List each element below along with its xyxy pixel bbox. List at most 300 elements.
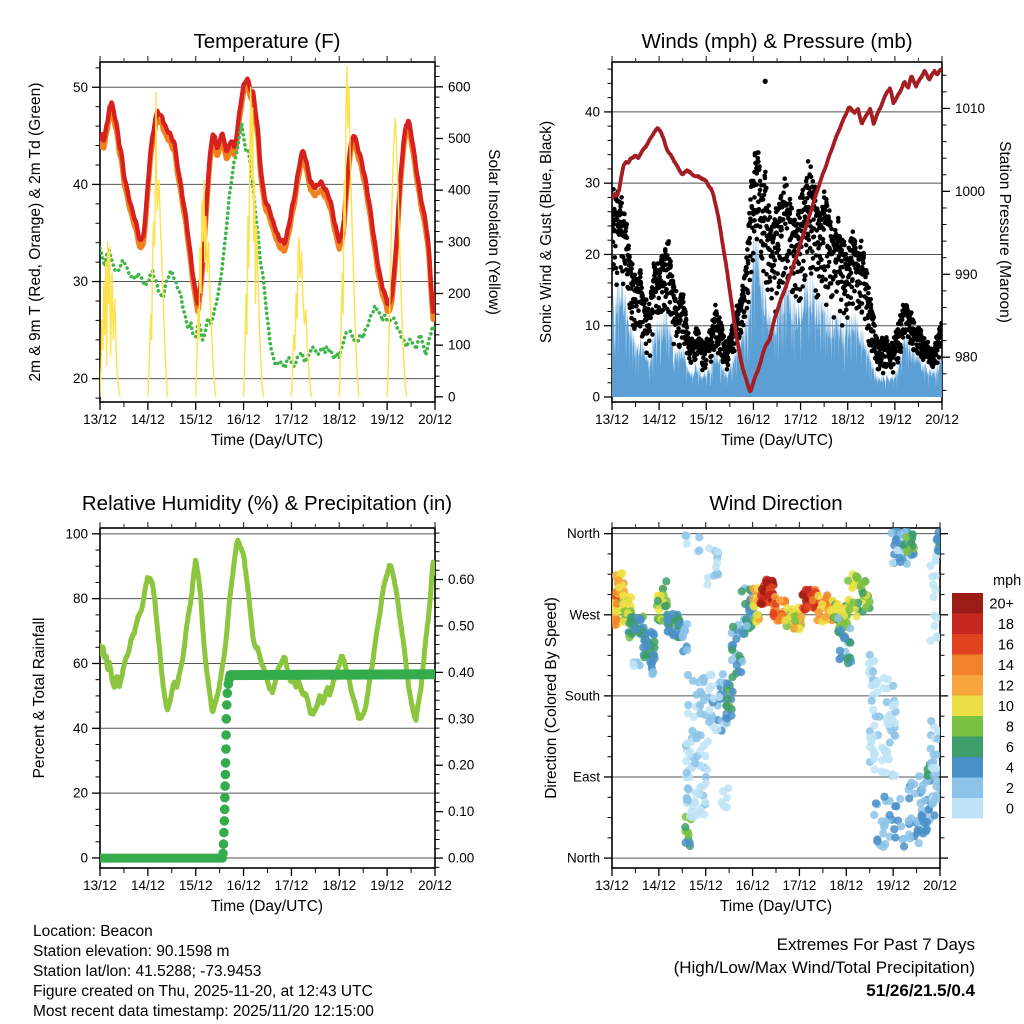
wind-direction-dot bbox=[683, 739, 691, 747]
wind-direction-dot bbox=[891, 772, 899, 780]
gust-dot bbox=[726, 363, 731, 368]
wind-direction-dot bbox=[931, 557, 939, 565]
wind-direction-dot bbox=[923, 818, 931, 826]
winds-yaxis-left-label: Sonic Wind & Gust (Blue, Black) bbox=[538, 120, 555, 344]
series-precip-total-run bbox=[230, 674, 435, 675]
x-tick-label: 13/12 bbox=[83, 412, 117, 427]
humidity-yaxis-left-label: Percent & Total Rainfall bbox=[31, 617, 48, 779]
x-tick-label: 16/12 bbox=[735, 878, 770, 893]
wind-direction-dot bbox=[737, 668, 745, 676]
gust-dot bbox=[824, 303, 829, 308]
gust-dot bbox=[769, 296, 774, 301]
wind-direction-yaxis-label: Direction (Colored By Speed) bbox=[543, 597, 560, 799]
wind-direction-dot bbox=[684, 797, 692, 805]
wind-direction-dot bbox=[859, 589, 867, 597]
gust-dot bbox=[626, 244, 631, 249]
gust-dot bbox=[839, 298, 844, 303]
wind-direction-dot bbox=[635, 614, 643, 622]
wind-direction-dot bbox=[679, 633, 687, 641]
gust-dot bbox=[683, 312, 688, 317]
wind-direction-dot bbox=[898, 835, 906, 843]
gust-dot bbox=[811, 217, 816, 222]
gust-dot bbox=[613, 244, 618, 249]
wind-direction-dot bbox=[753, 611, 761, 619]
gust-dot bbox=[647, 339, 652, 344]
gust-dot bbox=[800, 267, 805, 272]
gust-dot bbox=[801, 259, 806, 264]
gust-dot bbox=[648, 353, 653, 358]
wind-direction-dot bbox=[840, 634, 848, 642]
colorbar-swatch bbox=[952, 737, 983, 758]
y2-tick-label: 0.60 bbox=[448, 572, 475, 588]
wind-direction-dot bbox=[834, 614, 842, 622]
x-tick-label: 18/12 bbox=[830, 412, 865, 427]
wind-direction-dot bbox=[703, 765, 711, 773]
wind-direction-dot bbox=[681, 531, 689, 539]
wind-direction-dot bbox=[683, 769, 691, 777]
colorbar-bin-label: 10 bbox=[997, 698, 1014, 715]
wind-direction-dot bbox=[873, 837, 881, 845]
gust-dot bbox=[795, 222, 800, 227]
x-tick-label: 19/12 bbox=[877, 412, 912, 427]
gust-dot bbox=[676, 326, 681, 331]
figure-created-text: Figure created on Thu, 2025-11-20, at 12:43 UTC bbox=[33, 983, 373, 1000]
gust-dot bbox=[685, 325, 690, 330]
gust-dot bbox=[772, 275, 777, 280]
wind-direction-dot bbox=[895, 554, 903, 562]
wind-direction-dot bbox=[836, 647, 844, 655]
wind-direction-dot bbox=[869, 746, 877, 754]
gust-dot bbox=[937, 355, 942, 360]
y-tick-label: West bbox=[569, 607, 600, 623]
wind-direction-dot bbox=[815, 608, 823, 616]
gust-dot bbox=[808, 164, 813, 169]
wind-direction-dot bbox=[907, 814, 915, 822]
wind-direction-dot bbox=[932, 764, 940, 772]
gust-dot bbox=[755, 182, 760, 187]
winds-pressure-chart bbox=[585, 56, 985, 427]
wind-direction-dot bbox=[870, 811, 878, 819]
gust-dot bbox=[629, 266, 634, 271]
colorbar-swatch bbox=[952, 798, 983, 819]
precip-riser-dot bbox=[223, 689, 233, 699]
gust-dot bbox=[612, 222, 617, 227]
wind-direction-dot bbox=[695, 547, 703, 555]
wind-direction-dot bbox=[739, 630, 747, 638]
precip-riser-dot bbox=[221, 770, 231, 780]
wind-direction-dot bbox=[933, 634, 941, 642]
gust-dot bbox=[651, 294, 656, 299]
gust-dot bbox=[826, 285, 831, 290]
series-solar-yellow bbox=[244, 87, 264, 397]
gust-dot bbox=[823, 208, 828, 213]
gust-dot bbox=[798, 296, 803, 301]
precip-riser-dot bbox=[218, 849, 228, 859]
gust-dot bbox=[713, 303, 718, 308]
wind-direction-dot bbox=[719, 787, 727, 795]
x-tick-label: 17/12 bbox=[782, 878, 817, 893]
gust-dot bbox=[657, 305, 662, 310]
x-tick-label: 15/12 bbox=[689, 412, 724, 427]
gust-dot bbox=[775, 271, 780, 276]
gust-dot bbox=[816, 293, 821, 298]
wind-direction-dot bbox=[781, 616, 789, 624]
gust-dot bbox=[810, 249, 815, 254]
gust-dot bbox=[773, 258, 778, 263]
gust-dot bbox=[686, 331, 691, 336]
gust-dot bbox=[769, 287, 774, 292]
gust-dot bbox=[630, 310, 635, 315]
y-tick-label: 80 bbox=[72, 591, 88, 607]
wind-direction-dot bbox=[663, 617, 671, 625]
gust-dot bbox=[693, 357, 698, 362]
gust-dot bbox=[803, 273, 808, 278]
gust-dot bbox=[684, 317, 689, 322]
gust-dot bbox=[614, 283, 619, 288]
gust-dot bbox=[840, 323, 845, 328]
extremes-title: Extremes For Past 7 Days bbox=[776, 935, 975, 954]
wind-direction-dot bbox=[697, 731, 705, 739]
gust-dot bbox=[725, 367, 730, 372]
wind-direction-dot bbox=[866, 734, 874, 742]
wind-direction-dot bbox=[869, 668, 877, 676]
gust-dot bbox=[879, 357, 884, 362]
wind-direction-dot bbox=[862, 603, 870, 611]
gust-dot bbox=[751, 251, 756, 256]
wind-direction-dot bbox=[684, 671, 692, 679]
gust-dot bbox=[630, 305, 635, 310]
wind-direction-dot bbox=[896, 795, 904, 803]
x-tick-label: 16/12 bbox=[226, 878, 261, 893]
gust-dot bbox=[919, 328, 924, 333]
gust-dot bbox=[860, 309, 865, 314]
precip-riser-dot bbox=[219, 839, 229, 849]
y2-tick-label: 0.40 bbox=[448, 664, 475, 680]
gust-dot bbox=[790, 206, 795, 211]
y2-tick-label: 200 bbox=[448, 285, 471, 301]
wind-direction-dot bbox=[915, 839, 923, 847]
gust-dot bbox=[828, 247, 833, 252]
wind-direction-dot bbox=[696, 688, 704, 696]
wind-direction-dot bbox=[705, 718, 713, 726]
gust-dot bbox=[838, 309, 843, 314]
wind-direction-dot bbox=[905, 786, 913, 794]
wind-direction-dot bbox=[890, 825, 898, 833]
gust-dot bbox=[935, 360, 940, 365]
gust-dot bbox=[627, 255, 632, 260]
wind-direction-dot bbox=[681, 823, 689, 831]
footer-right-block bbox=[674, 935, 976, 1000]
gust-dot bbox=[881, 371, 886, 376]
gust-dot bbox=[752, 229, 757, 234]
gust-dot bbox=[650, 332, 655, 337]
gust-dot bbox=[850, 279, 855, 284]
y-tick-label: 40 bbox=[72, 176, 88, 192]
wind-direction-dot bbox=[684, 709, 692, 717]
gust-dot bbox=[821, 237, 826, 242]
gust-dot bbox=[772, 263, 777, 268]
gust-dot bbox=[784, 183, 789, 188]
wind-direction-dot bbox=[837, 626, 845, 634]
gust-dot bbox=[896, 356, 901, 361]
gust-dot bbox=[732, 349, 737, 354]
gust-dot bbox=[858, 245, 863, 250]
gust-dot bbox=[781, 217, 786, 222]
gust-dot bbox=[823, 277, 828, 282]
x-tick-label: 20/12 bbox=[418, 412, 452, 427]
gust-dot bbox=[813, 288, 818, 293]
wind-direction-dot bbox=[615, 576, 623, 584]
wind-direction-dot bbox=[625, 619, 633, 627]
x-tick-label: 14/12 bbox=[130, 412, 165, 427]
colorbar-bin-label: 12 bbox=[997, 678, 1014, 695]
colorbar-swatch bbox=[952, 716, 983, 737]
gust-dot bbox=[775, 231, 780, 236]
gust-dot bbox=[703, 362, 708, 367]
y-tick-label: South bbox=[564, 688, 600, 704]
gust-dot bbox=[788, 197, 793, 202]
gust-dot bbox=[709, 359, 714, 364]
x-tick-label: 20/12 bbox=[418, 878, 452, 893]
wind-direction-dot bbox=[703, 581, 711, 589]
gust-dot bbox=[849, 295, 854, 300]
y-tick-label: 0 bbox=[592, 389, 600, 405]
station-elevation-text: Station elevation: 90.1598 m bbox=[33, 943, 230, 960]
gust-dot bbox=[613, 255, 618, 260]
wind-direction-dot bbox=[769, 609, 777, 617]
gust-dot bbox=[633, 273, 638, 278]
gust-dot bbox=[871, 329, 876, 334]
gust-dot bbox=[765, 288, 770, 293]
gust-dot bbox=[745, 306, 750, 311]
wind-direction-dot bbox=[767, 583, 775, 591]
y2-tick-label: 0.30 bbox=[448, 711, 475, 727]
colorbar-swatch bbox=[952, 696, 983, 717]
gust-dot bbox=[935, 348, 940, 353]
wind-direction-dot bbox=[723, 679, 731, 687]
gust-dot bbox=[885, 339, 890, 344]
gust-dot bbox=[822, 189, 827, 194]
x-tick-label: 14/12 bbox=[130, 878, 165, 893]
y-tick-label: 30 bbox=[584, 175, 600, 191]
precip-riser-dot bbox=[220, 793, 230, 803]
gust-dot bbox=[865, 271, 870, 276]
gust-dot bbox=[745, 247, 750, 252]
gust-dot bbox=[856, 265, 861, 270]
y-tick-label: 100 bbox=[65, 526, 88, 542]
gust-dot bbox=[751, 258, 756, 263]
x-tick-label: 16/12 bbox=[226, 412, 261, 427]
gust-dot bbox=[779, 234, 784, 239]
wind-direction-chart-title: Wind Direction bbox=[709, 492, 843, 515]
wind-direction-dot bbox=[930, 593, 938, 601]
wind-direction-dot bbox=[702, 779, 710, 787]
gust-dot bbox=[804, 243, 809, 248]
x-tick-label: 15/12 bbox=[178, 878, 213, 893]
gust-dot bbox=[672, 342, 677, 347]
gust-dot bbox=[866, 291, 871, 296]
wind-speed-colorbar bbox=[952, 573, 1021, 819]
x-tick-label: 17/12 bbox=[274, 412, 309, 427]
gust-dot bbox=[827, 208, 832, 213]
precip-riser-dot bbox=[222, 700, 232, 710]
y2-tick-label: 400 bbox=[448, 182, 471, 198]
wind-direction-dot bbox=[935, 728, 943, 736]
y2-tick-label: 600 bbox=[448, 79, 471, 95]
gust-dot bbox=[755, 237, 760, 242]
gust-dot bbox=[625, 236, 630, 241]
wind-direction-dot bbox=[729, 623, 737, 631]
gust-dot bbox=[802, 277, 807, 282]
y2-tick-label: 1000 bbox=[955, 183, 986, 199]
gust-dot bbox=[739, 330, 744, 335]
wind-direction-dot bbox=[931, 586, 939, 594]
wind-direction-dot bbox=[900, 842, 908, 850]
gust-dot bbox=[720, 326, 725, 331]
gust-dot bbox=[622, 212, 627, 217]
gust-dot bbox=[746, 261, 751, 266]
gust-dot bbox=[678, 318, 683, 323]
wind-direction-dot bbox=[893, 546, 901, 554]
wind-direction-dot bbox=[664, 627, 672, 635]
gust-dot bbox=[801, 196, 806, 201]
gust-dot bbox=[776, 247, 781, 252]
gust-dot bbox=[749, 270, 754, 275]
colorbar-bin-label: 2 bbox=[1005, 780, 1014, 797]
gust-dot bbox=[809, 271, 814, 276]
precip-riser-dot bbox=[221, 744, 231, 754]
wind-direction-dot bbox=[743, 622, 751, 630]
extremes-subtitle: (High/Low/Max Wind/Total Precipitation) bbox=[673, 958, 975, 977]
gust-dot bbox=[812, 235, 817, 240]
colorbar-swatch bbox=[952, 757, 983, 778]
x-tick-label: 17/12 bbox=[783, 412, 818, 427]
gust-dot bbox=[806, 234, 811, 239]
precip-riser-dot bbox=[222, 714, 232, 724]
gust-outlier-dot bbox=[763, 79, 768, 84]
x-tick-label: 20/12 bbox=[925, 412, 959, 427]
gust-dot bbox=[900, 317, 905, 322]
wind-direction-dot bbox=[788, 605, 796, 613]
gust-dot bbox=[621, 282, 626, 287]
gust-dot bbox=[704, 358, 709, 363]
gust-dot bbox=[807, 238, 812, 243]
gust-dot bbox=[668, 259, 673, 264]
gust-dot bbox=[852, 289, 857, 294]
gust-dot bbox=[752, 218, 757, 223]
gust-dot bbox=[782, 176, 787, 181]
gust-dot bbox=[657, 296, 662, 301]
wind-direction-dot bbox=[682, 757, 690, 765]
gust-dot bbox=[861, 261, 866, 266]
gust-dot bbox=[644, 297, 649, 302]
wind-direction-dot bbox=[900, 541, 908, 549]
gust-dot bbox=[746, 300, 751, 305]
x-tick-label: 13/12 bbox=[595, 878, 629, 893]
gust-dot bbox=[614, 266, 619, 271]
wind-direction-dot bbox=[715, 693, 723, 701]
gust-dot bbox=[782, 271, 787, 276]
gust-dot bbox=[805, 196, 810, 201]
wind-direction-dot bbox=[886, 811, 894, 819]
gust-dot bbox=[836, 219, 841, 224]
gust-dot bbox=[806, 159, 811, 164]
gust-dot bbox=[840, 248, 845, 253]
x-tick-label: 13/12 bbox=[595, 412, 629, 427]
series-solar-yellow bbox=[100, 242, 120, 397]
y2-tick-label: 1010 bbox=[955, 100, 986, 116]
gust-dot bbox=[783, 222, 788, 227]
colorbar-bin-label: 4 bbox=[1005, 760, 1014, 777]
x-tick-label: 15/12 bbox=[178, 412, 213, 427]
temperature-chart-title: Temperature (F) bbox=[193, 30, 341, 53]
humidity-plot-area bbox=[100, 540, 435, 858]
gust-dot bbox=[825, 204, 830, 209]
wind-direction-dot bbox=[849, 599, 857, 607]
gust-dot bbox=[922, 336, 927, 341]
gust-dot bbox=[767, 210, 772, 215]
gust-dot bbox=[866, 286, 871, 291]
wind-direction-chart bbox=[565, 522, 957, 893]
gust-dot bbox=[615, 271, 620, 276]
wind-direction-dot bbox=[797, 613, 805, 621]
wind-direction-xaxis-label: Time (Day/UTC) bbox=[719, 898, 833, 915]
wind-direction-dot bbox=[884, 675, 892, 683]
colorbar-swatch bbox=[952, 634, 983, 655]
precip-riser-dot bbox=[219, 828, 229, 838]
wind-direction-dot bbox=[695, 533, 703, 541]
wind-direction-dot bbox=[918, 786, 926, 794]
colorbar-swatch bbox=[952, 778, 983, 799]
gust-dot bbox=[761, 197, 766, 202]
wind-direction-dot bbox=[619, 600, 627, 608]
precip-riser-dot bbox=[221, 758, 231, 768]
wind-direction-dot bbox=[692, 789, 700, 797]
gust-dot bbox=[619, 195, 624, 200]
gust-dot bbox=[766, 203, 771, 208]
wind-direction-dot bbox=[723, 702, 731, 710]
gust-dot bbox=[619, 201, 624, 206]
gust-dot bbox=[748, 236, 753, 241]
wind-direction-dot bbox=[686, 748, 694, 756]
gust-dot bbox=[745, 271, 750, 276]
y-tick-label: 40 bbox=[72, 720, 88, 736]
gust-dot bbox=[872, 323, 877, 328]
wind-direction-dot bbox=[933, 777, 941, 785]
wind-direction-dot bbox=[930, 811, 938, 819]
wind-direction-dot bbox=[686, 812, 694, 820]
gust-dot bbox=[891, 370, 896, 375]
colorbar-swatch bbox=[952, 614, 983, 635]
x-tick-label: 16/12 bbox=[736, 412, 771, 427]
gust-dot bbox=[926, 340, 931, 345]
wind-direction-dot bbox=[846, 624, 854, 632]
wind-direction-dot bbox=[683, 540, 691, 548]
colorbar-swatch bbox=[952, 675, 983, 696]
colorbar-bin-label: 18 bbox=[997, 616, 1014, 633]
temperature-yaxis-right-label: Solar Insolation (Yellow) bbox=[485, 149, 502, 315]
wind-direction-dot bbox=[706, 671, 714, 679]
colorbar-bin-label: 20+ bbox=[989, 596, 1014, 613]
gust-dot bbox=[833, 228, 838, 233]
wind-direction-dot bbox=[879, 829, 887, 837]
gust-dot bbox=[899, 322, 904, 327]
gust-dot bbox=[842, 243, 847, 248]
wind-direction-dot bbox=[683, 620, 691, 628]
y2-tick-label: 990 bbox=[955, 266, 978, 282]
gust-dot bbox=[827, 260, 832, 265]
wind-direction-dot bbox=[870, 657, 878, 665]
